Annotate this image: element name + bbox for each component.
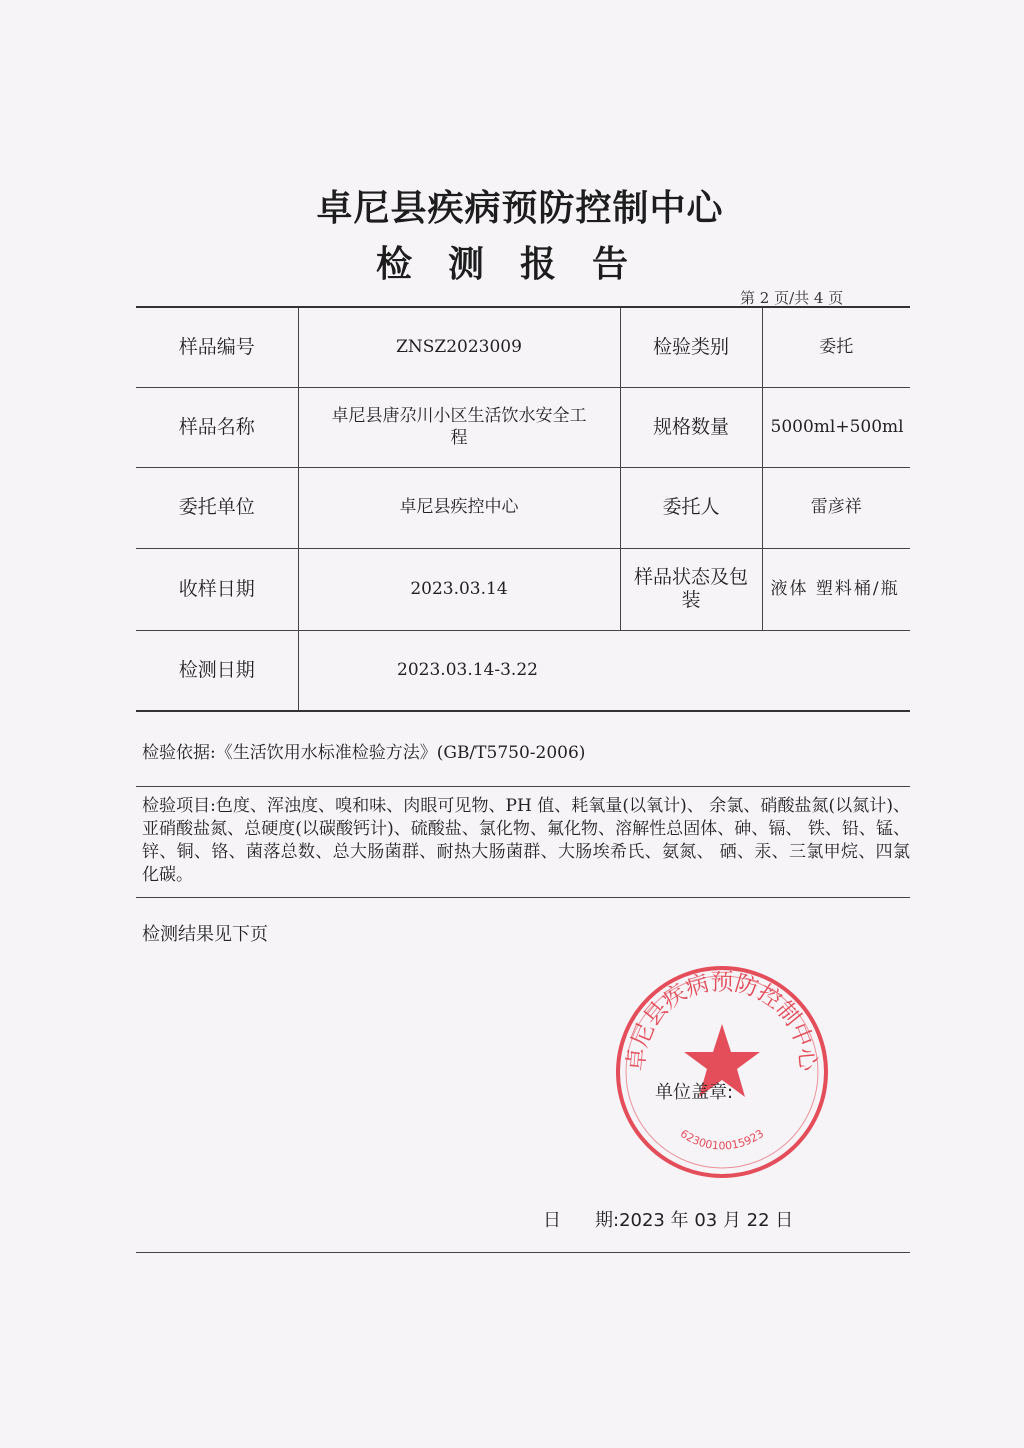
org-title: 卓尼县疾病预防控制中心 (316, 188, 724, 229)
divider (136, 897, 910, 898)
inspection-basis: 检验依据:《生活饮用水标准检验方法》(GB/T5750-2006) (142, 743, 586, 763)
table-row (136, 387, 910, 467)
inspection-items: 检验项目:色度、浑浊度、嗅和味、肉眼可见物、PH 值、耗氧量(以氧计)、 余氯、硝酸盐氮(以氮计)、亚硝酸盐氮、总硬度(以碳酸钙计)、硫酸盐、氯化物、氟化物、溶解性总固体、砷、镉、 铁、铅、锰、锌、铜、铬、菌落总数、总大肠菌群、耐热大肠菌群、大肠埃希氏、氨氮、 硒、汞、三氯甲烷、四氯化碳。 (142, 796, 910, 885)
table-row (136, 548, 910, 630)
result-note: 检测结果见下页 (142, 924, 268, 945)
date-label-b: 期:2023 年 03 月 22 日 (595, 1210, 794, 1231)
sample-state-label (620, 548, 762, 630)
test-date-label: 检测日期 (136, 631, 298, 711)
client-person-label: 委托人 (620, 468, 762, 548)
sample-no-value: ZNSZ2023009 (298, 307, 620, 387)
official-seal-stamp (612, 962, 832, 1182)
issue-date (543, 1206, 793, 1232)
test-date-text: 2023.03.14-3.22 (397, 659, 538, 680)
test-date-value (298, 631, 910, 711)
sample-state-text: 液体 塑料桶/瓶 (770, 578, 900, 599)
table-row (136, 631, 910, 711)
sample-state-value (762, 548, 910, 630)
sample-name-value (298, 387, 620, 467)
spec-label: 规格数量 (620, 387, 762, 467)
receive-date-value: 2023.03.14 (298, 548, 620, 630)
stamp-text: 卓尼县疾病预防控制中心 (623, 969, 821, 1073)
sample-name-label: 样品名称 (136, 387, 298, 467)
sample-no-label: 样品编号 (136, 307, 298, 387)
sample-state-label-text: 样品状态及包装 (633, 565, 748, 612)
client-person-value: 雷彦祥 (762, 468, 910, 548)
stamp-number: 6230010015923 (677, 1127, 767, 1153)
table-row (136, 307, 910, 387)
inspection-type-label: 检验类别 (620, 307, 762, 387)
page-info: 第 2 页/共 4 页 (740, 289, 844, 307)
report-title: 检测报告 (375, 244, 664, 285)
receive-date-label: 收样日期 (136, 548, 298, 630)
seal-label: 单位盖章: (655, 1082, 734, 1103)
footer-divider (136, 1252, 910, 1253)
sample-info-table (136, 306, 910, 712)
client-unit-label: 委托单位 (136, 468, 298, 548)
sample-name-text: 卓尼县唐尕川小区生活饮水安全工程 (331, 406, 587, 448)
date-label-a: 日 (543, 1210, 561, 1231)
client-unit-value: 卓尼县疾控中心 (298, 468, 620, 548)
spec-value: 5000ml+500ml (762, 387, 910, 467)
inspection-type-value: 委托 (762, 307, 910, 387)
table-row (136, 468, 910, 548)
divider (136, 786, 910, 787)
